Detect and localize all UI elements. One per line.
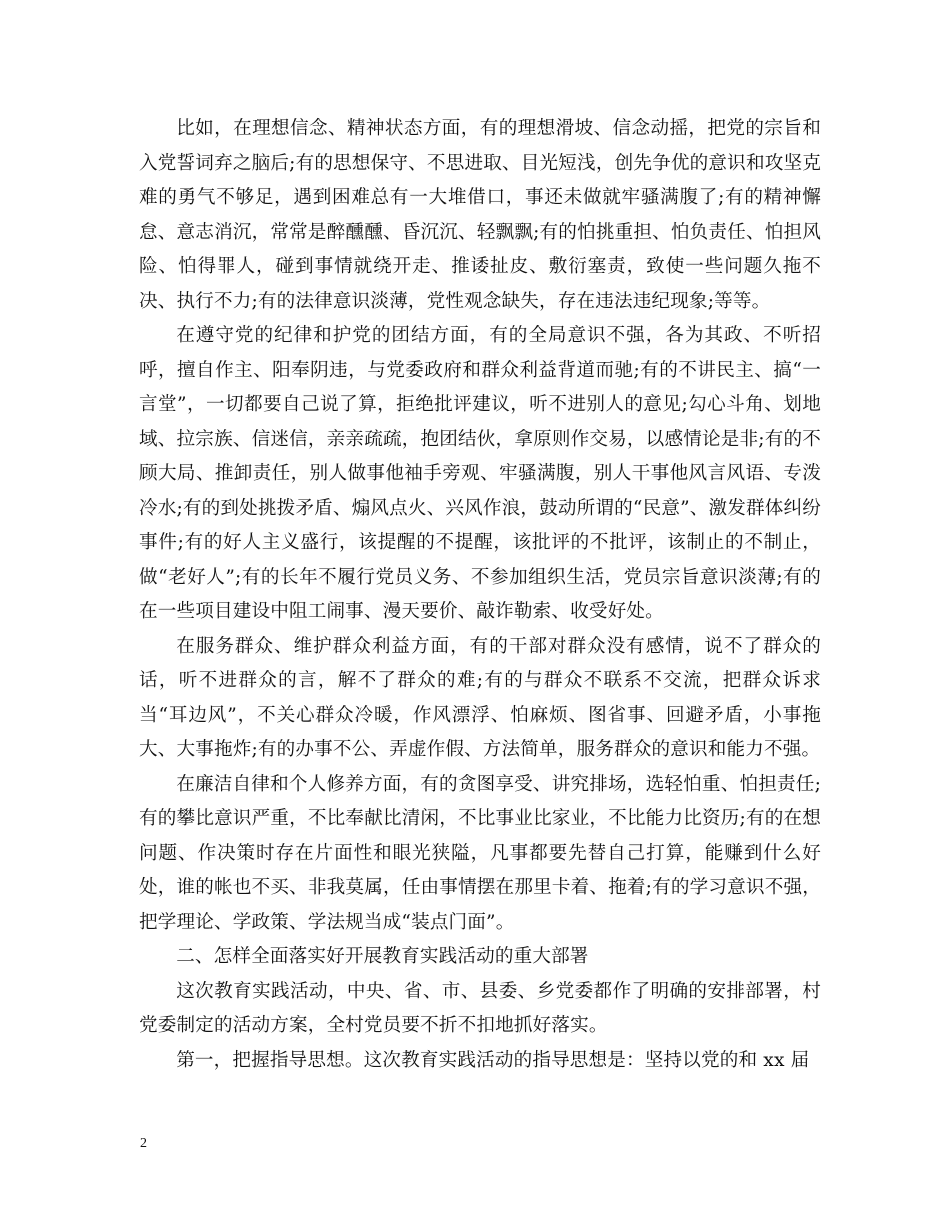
paragraph-ideals: 比如，在理想信念、精神状态方面，有的理想滑坡、信念动摇，把党的宗旨和入党誓词弃之脑后;有的思想保守、不思进取、目光短浅，创先争优的意识和攻坚克难的勇气不够足，遇到困难总有一大堆借口，事还未做就牢骚满腹了;有的精神懈怠、意志消沉，常常是醉醺醺、昏沉沉、轻飘飘;有的怕挑重担、怕负责任、怕担风险、怕得罪人，碰到事情就绕开走、推诿扯皮、敷衍塞责，致使一些问题久拖不决、执行不力;有的法律意识淡薄，党性观念缺失，存在违法违纪现象;等等。 xyxy=(139,118,821,312)
document-body xyxy=(139,112,821,1078)
paragraph-self-discipline: 在廉洁自律和个人修养方面，有的贪图享受、讲究排场，选轻怕重、怕担责任;有的攀比意识严重，不比奉献比清闲，不比事业比家业，不比能力比资历;有的在想问题、作决策时存在片面性和眼光狭隘，凡事都要先替自己打算，能赚到什么好处，谁的帐也不买、非我莫属，任由事情摆在那里卡着、拖着;有的学习意识不强，把学理论、学政策、学法规当成“装点门面”。 xyxy=(139,773,821,933)
page-number: 2 xyxy=(140,1136,147,1151)
paragraph-guiding-thought: 第一，把握指导思想。这次教育实践活动的指导思想是：坚持以党的和 xx 届 xyxy=(176,1049,810,1071)
section-heading: 二、怎样全面落实好开展教育实践活动的重大部署 xyxy=(176,946,589,967)
paragraph-deployment: 这次教育实践活动，中央、省、市、县委、乡党委都作了明确的安排部署，村党委制定的活动方案，全村党员要不折不扣地抓好落实。 xyxy=(139,980,821,1036)
paragraph-discipline: 在遵守党的纪律和护党的团结方面，有的全局意识不强，各为其政、不听招呼，擅自作主、阳奉阴违，与党委政府和群众利益背道而驰;有的不讲民主、搞“一言堂”，一切都要自己说了算，拒绝批评建议，听不进别人的意见;勾心斗角、划地域、拉宗族、信迷信，亲亲疏疏，抱团结伙，拿原则作交易，以感情论是非;有的不顾大局、推卸责任，别人做事他袖手旁观、牢骚满腹，别人干事他风言风语、专泼冷水;有的到处挑拨矛盾、煽风点火、兴风作浪，鼓动所谓的“民意”、激发群体纠纷事件;有的好人主义盛行，该提醒的不提醒，该批评的不批评，该制止的不制止，做“老好人”;有的长年不履行党员义务、不参加组织生活，党员宗旨意识淡薄;有的在一些项目建设中阻工闹事、漫天要价、敲诈勒索、收受好处。 xyxy=(139,325,821,622)
paragraph-serving-masses: 在服务群众、维护群众利益方面，有的干部对群众没有感情，说不了群众的话，听不进群众的言，解不了群众的难;有的与群众不联系不交流，把群众诉求当“耳边风”，不关心群众冷暖，作风漂浮、怕麻烦、图省事、回避矛盾，小事拖大、大事拖炸;有的办事不公、弄虚作假、方法简单，服务群众的意识和能力不强。 xyxy=(139,635,821,760)
